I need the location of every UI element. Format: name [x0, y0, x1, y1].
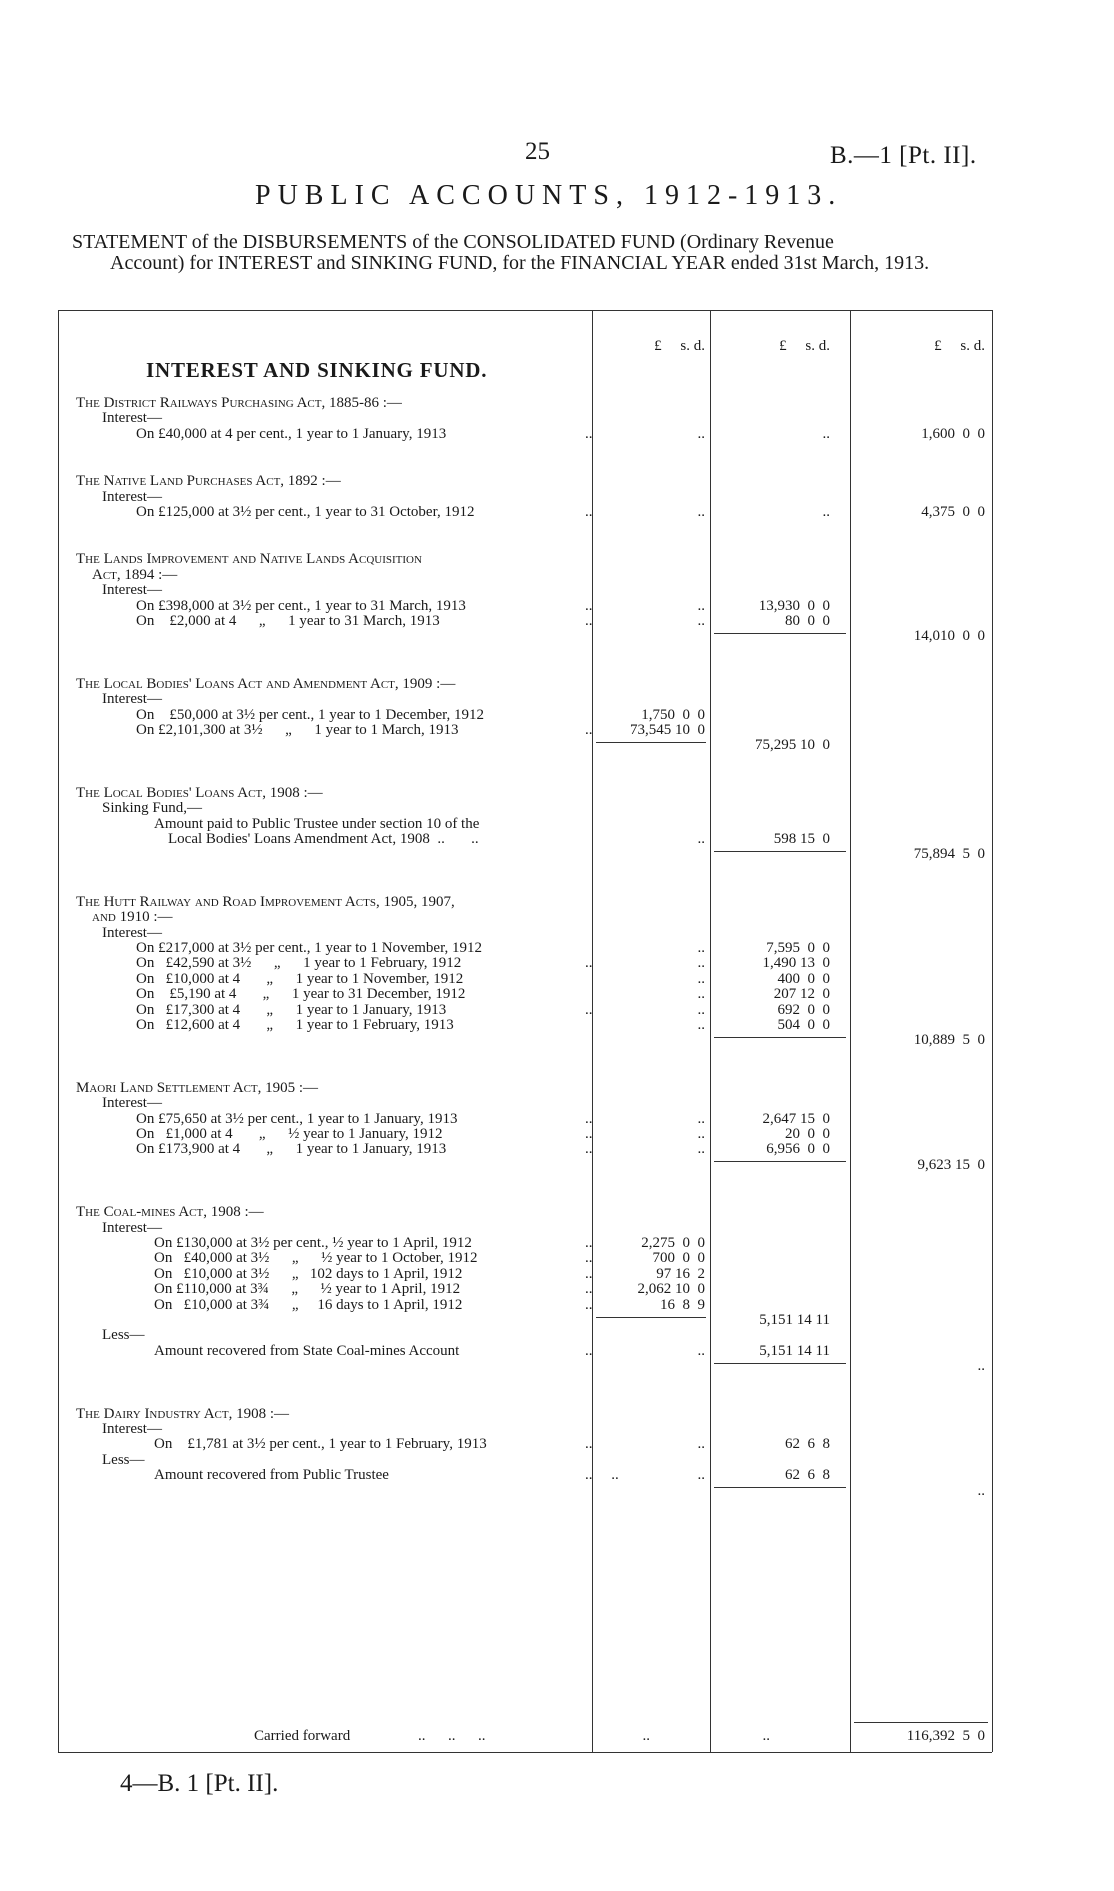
- line-text: On £42,590 at 3½ „ 1 year to 1 February, 1912: [136, 955, 462, 972]
- line-text: On £5,190 at 4 „ 1 year to 31 December, 1912: [136, 986, 466, 1003]
- line-text: On £40,000 at 3½ „ ½ year to 1 October, 1912: [154, 1250, 478, 1267]
- amount-col-3: 1,600 0 0: [921, 425, 985, 442]
- line-text: On £50,000 at 3½ per cent., 1 year to 1 December, 1912: [136, 706, 485, 723]
- leader-dots: ..: [585, 722, 593, 738]
- line-text: Less—: [102, 1327, 145, 1344]
- page-number: 25: [525, 138, 550, 165]
- line-text: On £130,000 at 3½ per cent., ½ year to 1 April, 1912: [154, 1235, 472, 1251]
- line-text: On £40,000 at 4 per cent., 1 year to 1 January, 1913: [136, 425, 447, 442]
- line-text: Amount paid to Public Trustee under section 10 of the: [154, 815, 480, 832]
- line-text: Interest—: [102, 410, 162, 427]
- line-text: On £217,000 at 3½ per cent., 1 year to 1 November, 1912: [136, 940, 482, 956]
- leader-dots: ..: [585, 1110, 593, 1127]
- line-text: On £75,650 at 3½ per cent., 1 year to 1 January, 1913: [136, 1110, 458, 1127]
- line-text: The Native Land Purchases Act, 1892 :—: [76, 473, 341, 490]
- leader-dots: ..: [585, 613, 593, 629]
- column-header-2: £ s. d.: [779, 338, 830, 354]
- section-heading: INTEREST AND SINKING FUND.: [146, 358, 488, 382]
- amount-col-2: 207 12 0: [773, 986, 830, 1003]
- line-text: On £10,000 at 3¾ „ 16 days to 1 April, 1912: [154, 1296, 463, 1313]
- amount-col-1: 700 0 0: [652, 1250, 705, 1267]
- amount-col-2: ..: [822, 504, 830, 520]
- amount-col-1: ..: [697, 1342, 705, 1359]
- leader-dots: ..: [585, 1126, 593, 1142]
- leader-dots: ..: [585, 1296, 593, 1313]
- carried-forward-col-3: 116,392 5 0: [906, 1728, 985, 1744]
- leader-dots: ..: [585, 1436, 593, 1453]
- amount-col-1: ..: [697, 1110, 705, 1127]
- line-text: Interest—: [102, 924, 162, 941]
- column-header-3: £ s. d.: [934, 338, 985, 354]
- subtotal-rule-2: [714, 1161, 846, 1162]
- line-text: Sinking Fund,—: [102, 800, 203, 817]
- amount-col-1: ..: [697, 955, 705, 972]
- column-divider-3: [850, 310, 851, 1752]
- line-text: On £17,300 at 4 „ 1 year to 1 January, 1913: [136, 1001, 447, 1018]
- leader-dots: ..: [585, 1265, 593, 1282]
- line-text: On £1,000 at 4 „ ½ year to 1 January, 1912: [136, 1126, 443, 1142]
- amount-col-1: 2,062 10 0: [637, 1281, 705, 1298]
- leader-dots: ..: [585, 1141, 593, 1158]
- amount-col-1: 97 16 2: [656, 1265, 705, 1282]
- line-text: The Coal-mines Act, 1908 :—: [76, 1204, 264, 1221]
- subtotal-rule-2: [714, 1037, 846, 1038]
- amount-col-2: 692 0 0: [777, 1001, 830, 1018]
- leader-dots: ..: [585, 1001, 593, 1018]
- page-title: PUBLIC ACCOUNTS, 1912-1913.: [255, 180, 843, 211]
- subtotal-rule-2: [714, 1487, 846, 1488]
- amount-col-1: ..: [697, 613, 705, 629]
- subtotal-rule-1: [596, 1317, 706, 1318]
- leader-dots: ..: [585, 1342, 593, 1359]
- amount-col-1: ..: [697, 1436, 705, 1453]
- line-text: Interest—: [102, 488, 162, 505]
- amount-col-2: 1,490 13 0: [762, 955, 830, 972]
- leader-dots: ..: [585, 1235, 593, 1251]
- amount-col-1: 73,545 10 0: [630, 722, 705, 738]
- amount-col-1: 16 8 9: [660, 1296, 705, 1313]
- carried-forward-col-1: ..: [642, 1728, 650, 1744]
- amount-col-1: ..: [697, 1126, 705, 1142]
- amount-col-2: 6,956 0 0: [766, 1141, 830, 1158]
- line-text: On £10,000 at 4 „ 1 year to 1 November, 1912: [136, 970, 464, 987]
- footer-reference: 4—B. 1 [Pt. II].: [120, 1770, 279, 1797]
- amount-col-1: ..: [697, 1017, 705, 1033]
- subtotal-rule-2: [714, 851, 846, 852]
- line-text: On £2,101,300 at 3½ „ 1 year to 1 March, 1913: [136, 722, 459, 738]
- amount-col-3: ..: [977, 1482, 985, 1499]
- subtotal-rule-2: [714, 633, 846, 634]
- leader-dots: .. .. ..: [418, 1728, 486, 1744]
- statement-line-1: STATEMENT of the DISBURSEMENTS of the CONSOLIDATED FUND (Ordinary Revenue: [72, 231, 834, 253]
- amount-col-1: ..: [697, 1001, 705, 1018]
- table-left-rule: [58, 310, 59, 1752]
- subtotal-rule-2: [714, 1363, 846, 1364]
- line-text: Amount recovered from Public Trustee: [154, 1467, 389, 1484]
- amount-col-2: 20 0 0: [785, 1126, 830, 1142]
- amount-col-1: ..: [697, 986, 705, 1003]
- amount-col-1: ..: [697, 1141, 705, 1158]
- leader-dots: .. ..: [585, 1467, 619, 1484]
- line-text: Local Bodies' Loans Amendment Act, 1908 .. ..: [168, 831, 479, 847]
- column-divider-1: [592, 310, 593, 1752]
- leader-dots: ..: [585, 1250, 593, 1267]
- line-text: Interest—: [102, 582, 162, 599]
- amount-col-1: ..: [697, 1467, 705, 1484]
- line-text: Act, 1894 :—: [92, 566, 178, 583]
- line-text: Interest—: [102, 1095, 162, 1112]
- amount-col-1: ..: [697, 970, 705, 987]
- line-text: Interest—: [102, 1219, 162, 1236]
- amount-col-2: 598 15 0: [773, 831, 830, 847]
- amount-col-1: 1,750 0 0: [641, 706, 705, 723]
- document-reference: B.—1 [Pt. II].: [830, 142, 977, 169]
- carried-forward-col-2: ..: [762, 1728, 770, 1744]
- amount-col-2: 504 0 0: [777, 1017, 830, 1033]
- leader-dots: ..: [585, 504, 593, 520]
- line-text: Amount recovered from State Coal-mines Account: [154, 1342, 460, 1359]
- leader-dots: ..: [585, 1281, 593, 1298]
- line-text: On £1,781 at 3½ per cent., 1 year to 1 February, 1913: [154, 1436, 487, 1453]
- line-text: The Local Bodies' Loans Act and Amendment Act, 1909 :—: [76, 675, 456, 692]
- line-text: On £398,000 at 3½ per cent., 1 year to 31 March, 1913: [136, 597, 466, 614]
- line-text: The Lands Improvement and Native Lands Acquisition: [76, 551, 422, 568]
- carried-forward-label: Carried forward: [254, 1728, 351, 1744]
- line-text: The Local Bodies' Loans Act, 1908 :—: [76, 784, 323, 801]
- amount-col-1: 2,275 0 0: [641, 1235, 705, 1251]
- amount-col-3: 9,623 15 0: [917, 1156, 985, 1173]
- line-text: Interest—: [102, 1421, 162, 1437]
- amount-col-1: ..: [697, 597, 705, 614]
- statement-heading: [72, 232, 1002, 274]
- line-text: The Hutt Railway and Road Improvement Acts, 1905, 1907,: [76, 893, 455, 910]
- amount-col-2: 400 0 0: [777, 970, 830, 987]
- subtotal-rule-1: [596, 742, 706, 743]
- column-header-1: £ s. d.: [654, 338, 705, 354]
- amount-col-2: 7,595 0 0: [766, 940, 830, 956]
- leader-dots: ..: [585, 955, 593, 972]
- line-text: Interest—: [102, 691, 162, 708]
- amount-col-2: 62 6 8: [785, 1436, 830, 1453]
- amount-col-2: 13,930 0 0: [758, 597, 830, 614]
- leader-dots: ..: [585, 597, 593, 614]
- amount-col-2: 80 0 0: [785, 613, 830, 629]
- line-text: The Dairy Industry Act, 1908 :—: [76, 1405, 290, 1422]
- line-text: On £173,900 at 4 „ 1 year to 1 January, 1913: [136, 1141, 447, 1158]
- amount-col-3: 14,010 0 0: [913, 628, 985, 645]
- amount-col-3: 4,375 0 0: [921, 504, 985, 520]
- amount-col-2: 5,151 14 11: [759, 1312, 830, 1328]
- leader-dots: ..: [585, 425, 593, 442]
- line-text: On £2,000 at 4 „ 1 year to 31 March, 1913: [136, 613, 440, 629]
- statement-line-2: Account) for INTEREST and SINKING FUND, for the FINANCIAL YEAR ended 31st March, 1913.: [110, 252, 930, 274]
- amount-col-2: 62 6 8: [785, 1467, 830, 1484]
- amount-col-2: 75,295 10 0: [755, 737, 830, 754]
- table-bottom-rule: [58, 1752, 992, 1753]
- column-divider-2: [710, 310, 711, 1752]
- amount-col-3: ..: [977, 1358, 985, 1375]
- line-text: On £12,600 at 4 „ 1 year to 1 February, 1913: [136, 1017, 454, 1033]
- amount-col-2: 2,647 15 0: [762, 1110, 830, 1127]
- table-top-rule: [58, 310, 992, 311]
- amount-col-1: ..: [697, 831, 705, 847]
- line-text: and 1910 :—: [92, 909, 173, 926]
- line-text: On £10,000 at 3½ „ 102 days to 1 April, 1912: [154, 1265, 463, 1282]
- line-text: Maori Land Settlement Act, 1905 :—: [76, 1079, 319, 1096]
- amount-col-1: ..: [697, 504, 705, 520]
- table-right-rule: [992, 310, 993, 1752]
- line-text: Less—: [102, 1451, 145, 1468]
- amount-col-2: 5,151 14 11: [759, 1342, 830, 1359]
- amount-col-2: ..: [822, 425, 830, 442]
- amount-col-3: 75,894 5 0: [913, 846, 985, 863]
- line-text: On £125,000 at 3½ per cent., 1 year to 31 October, 1912: [136, 504, 475, 520]
- amount-col-1: ..: [697, 940, 705, 956]
- line-text: The District Railways Purchasing Act, 1885-86 :—: [76, 395, 402, 411]
- total-rule: [854, 1722, 988, 1723]
- amount-col-1: ..: [697, 425, 705, 442]
- line-text: On £110,000 at 3¾ „ ½ year to 1 April, 1912: [154, 1281, 461, 1298]
- amount-col-3: 10,889 5 0: [913, 1032, 985, 1049]
